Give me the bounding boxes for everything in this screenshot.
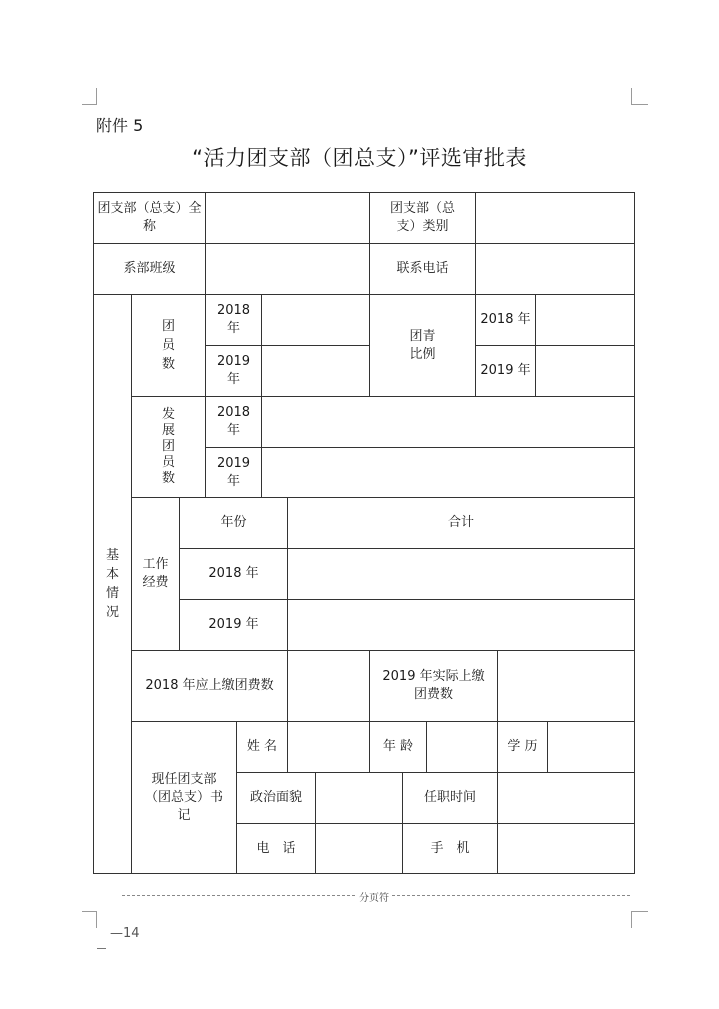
league-ratio-2018-field[interactable] <box>536 295 634 345</box>
basic-info-label: 基本情况 <box>105 548 119 620</box>
funds-2019-field[interactable] <box>288 600 634 650</box>
year-column-label: 年份 <box>220 515 247 530</box>
page-number-dash <box>97 948 106 949</box>
member-count-2018-label: 2018年 <box>216 303 251 336</box>
phone-label: 联系电话 <box>396 261 449 276</box>
member-count-2019-label: 2019年 <box>216 354 251 387</box>
league-ratio-2019-label: 2019 年 <box>480 363 531 378</box>
new-members-2018-label: 2018年 <box>216 405 251 438</box>
new-members-2019-label: 2019年 <box>216 455 251 489</box>
mobile-label: 手 机 <box>430 840 470 856</box>
funds-2019-label: 2019 年 <box>208 617 259 632</box>
department-field[interactable] <box>206 244 369 294</box>
political-status-label: 政治面貌 <box>249 790 302 805</box>
branch-type-label: 团支部（总支）类别 <box>389 201 455 234</box>
paid-2019-label: 2019 年实际上缴团费数 <box>382 669 485 702</box>
tel-label: 电 话 <box>256 840 296 856</box>
funds-2018-label: 2018 年 <box>208 566 259 581</box>
member-count-2018-field[interactable] <box>262 295 369 345</box>
secretary-label: 现任团支部（团总支）书记 <box>145 771 224 823</box>
page-number: —14 <box>110 926 140 941</box>
phone-field[interactable] <box>476 244 634 294</box>
page-break-label: 分页符 <box>356 889 392 904</box>
branch-name-field[interactable] <box>206 193 369 243</box>
member-count-2019-field[interactable] <box>262 346 369 396</box>
member-count-label: 团员数 <box>161 319 175 372</box>
name-field[interactable] <box>288 722 369 772</box>
education-field[interactable] <box>548 722 634 772</box>
age-field[interactable] <box>427 722 497 772</box>
attachment-label: 附件 5 <box>96 116 144 135</box>
education-label: 学 历 <box>507 739 538 754</box>
due-2018-field[interactable] <box>288 651 369 721</box>
funds-2018-field[interactable] <box>288 549 634 599</box>
political-status-field[interactable] <box>316 773 402 823</box>
due-2018-label: 2018 年应上缴团费数 <box>145 678 274 693</box>
new-members-2018-field[interactable] <box>262 397 634 447</box>
tenure-label: 任职时间 <box>423 790 476 805</box>
league-ratio-2018-label: 2018 年 <box>480 312 531 327</box>
branch-type-field[interactable] <box>476 193 634 243</box>
age-label: 年 龄 <box>382 739 414 754</box>
page-title: “活力团支部（团总支）”评选审批表 <box>192 146 527 170</box>
name-label: 姓 名 <box>246 739 278 754</box>
new-members-label: 发展团员数 <box>161 407 175 486</box>
tel-field[interactable] <box>316 824 402 873</box>
league-ratio-2019-field[interactable] <box>536 346 634 396</box>
department-label: 系部班级 <box>123 261 176 276</box>
tenure-field[interactable] <box>498 773 634 823</box>
funds-label: 工作经费 <box>142 557 169 590</box>
league-ratio-label: 团青比例 <box>409 328 436 362</box>
mobile-field[interactable] <box>498 824 634 873</box>
paid-2019-field[interactable] <box>498 651 634 721</box>
branch-name-label: 团支部（总支）全称 <box>97 201 202 234</box>
total-label: 合计 <box>447 515 474 530</box>
new-members-2019-field[interactable] <box>262 448 634 497</box>
